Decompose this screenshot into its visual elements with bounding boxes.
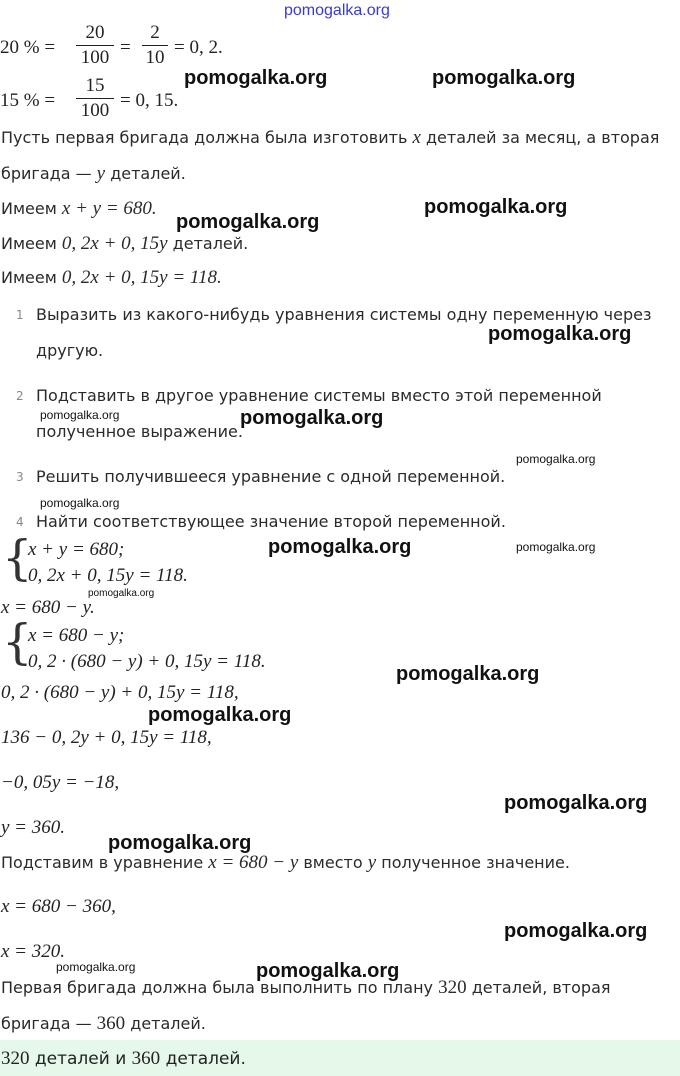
- fraction-denominator: 100: [80, 100, 110, 121]
- text-line-1: Пусть первая бригада должна была изготовить x деталей за месяц, а вторая: [1, 127, 660, 148]
- fraction-denominator: 10: [145, 47, 165, 68]
- watermark: pomogalka.org: [516, 452, 596, 466]
- watermark: pomogalka.org: [516, 540, 596, 554]
- brace-icon: {: [2, 530, 33, 586]
- watermark: pomogalka.org: [40, 496, 120, 510]
- system-2-eq-1: x = 680 − y;: [28, 625, 125, 646]
- percent-20-lhs: 20 % =: [0, 37, 56, 58]
- fraction-numerator: 2: [150, 22, 160, 43]
- x-calc-line-1: x = 680 − 360,: [1, 896, 116, 917]
- watermark: pomogalka.org: [488, 323, 632, 345]
- system-1-eq-2: 0, 2x + 0, 15y = 118.: [28, 565, 188, 586]
- fraction-numerator: 15: [85, 75, 105, 96]
- system-2-eq-2: 0, 2 · (680 − y) + 0, 15y = 118.: [28, 651, 266, 672]
- conclusion-line-2: бригада — 360 деталей.: [1, 1013, 206, 1034]
- header-watermark: pomogalka.org: [284, 2, 390, 19]
- fraction-15-100: [76, 75, 114, 122]
- step-number: 3: [16, 470, 24, 484]
- conclusion-line-1: Первая бригада должна была выполнить по плану 320 деталей, вторая: [1, 977, 611, 998]
- percent-15-lhs: 15 % =: [0, 90, 56, 111]
- watermark: pomogalka.org: [176, 211, 320, 233]
- fraction-denominator: 100: [80, 47, 110, 68]
- watermark: pomogalka.org: [184, 67, 328, 89]
- have-line-1: Имеем x + y = 680.: [1, 198, 157, 219]
- solve-line-2: 136 − 0, 2y + 0, 15y = 118,: [1, 727, 212, 748]
- answer-text: 320 деталей и 360 деталей.: [1, 1048, 246, 1069]
- equals-sign: =: [120, 37, 131, 58]
- percent-15-rhs: = 0, 15.: [120, 90, 179, 111]
- x-calc-line-2: x = 320.: [1, 941, 66, 962]
- step-1-line-2: другую.: [36, 341, 104, 360]
- have-line-2: Имеем 0, 2x + 0, 15y деталей.: [1, 233, 249, 254]
- step-3-line-1: Решить получившееся уравнение с одной переменной.: [36, 467, 506, 486]
- step-2-line-2: полученное выражение.: [36, 422, 243, 441]
- text-line-2: бригада — y деталей.: [1, 163, 186, 184]
- solve-line-1: 0, 2 · (680 − y) + 0, 15y = 118,: [1, 682, 239, 703]
- step-number: 1: [16, 308, 24, 322]
- system-1-eq-1: x + y = 680;: [28, 539, 125, 560]
- var-y: y: [96, 163, 106, 184]
- brace-icon: {: [2, 614, 33, 670]
- var-x: x: [412, 127, 421, 148]
- watermark: pomogalka.org: [40, 408, 120, 422]
- solve-line-4: y = 360.: [1, 817, 66, 838]
- answer-box: [0, 1040, 680, 1076]
- step-number: 4: [16, 515, 24, 529]
- step-2-line-1: Подставить в другое уравнение системы вместо этой переменной: [36, 386, 602, 405]
- fraction-numerator: 20: [85, 22, 105, 43]
- watermark: pomogalka.org: [268, 536, 412, 558]
- percent-20-rhs: = 0, 2.: [174, 37, 223, 58]
- substitute-line: Подставим в уравнение x = 680 − y вместо y полученное значение.: [1, 852, 570, 873]
- step-1-line-1: Выразить из какого-нибудь уравнения системы одну переменную через: [36, 305, 652, 324]
- have-line-3: Имеем 0, 2x + 0, 15y = 118.: [1, 267, 222, 288]
- step-number: 2: [16, 389, 24, 403]
- watermark: pomogalka.org: [432, 67, 576, 89]
- watermark: pomogalka.org: [88, 588, 155, 599]
- watermark: pomogalka.org: [148, 704, 292, 726]
- solve-line-3: −0, 05y = −18,: [1, 772, 120, 793]
- fraction-20-100: [76, 22, 114, 69]
- watermark: pomogalka.org: [56, 960, 136, 974]
- watermark: pomogalka.org: [240, 407, 384, 429]
- fraction-2-10: [142, 22, 168, 69]
- watermark: pomogalka.org: [504, 920, 648, 942]
- watermark: pomogalka.org: [396, 663, 540, 685]
- watermark: pomogalka.org: [424, 196, 568, 218]
- watermark: pomogalka.org: [504, 792, 648, 814]
- step-4-line-1: Найти соответствующее значение второй переменной.: [36, 512, 506, 531]
- watermark: pomogalka.org: [108, 832, 252, 854]
- express-x: x = 680 − y.: [1, 597, 95, 618]
- watermark: pomogalka.org: [256, 960, 400, 982]
